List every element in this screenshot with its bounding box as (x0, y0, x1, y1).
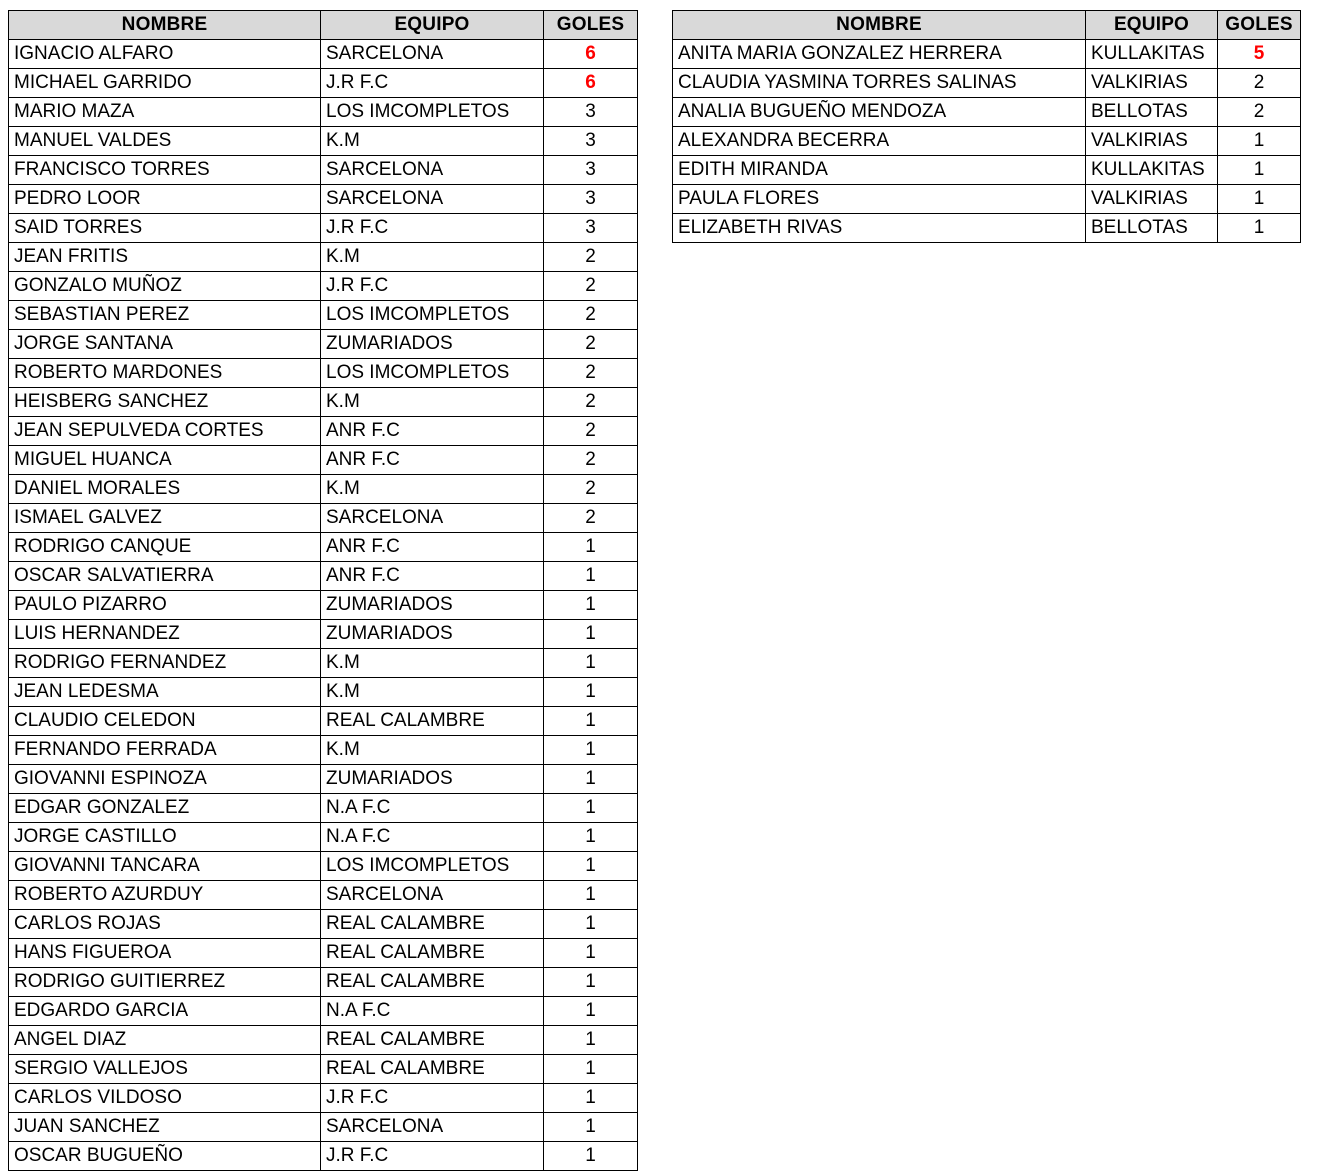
table-row (9, 533, 638, 562)
cell-goals: 2 (544, 475, 638, 504)
cell-player-name: EDGAR GONZALEZ (9, 794, 321, 823)
cell-team: REAL CALAMBRE (321, 1055, 544, 1084)
cell-goals: 1 (544, 649, 638, 678)
table-row (9, 765, 638, 794)
cell-goals: 1 (1218, 214, 1301, 243)
column-header-team: EQUIPO (1086, 11, 1218, 40)
cell-player-name: ROBERTO MARDONES (9, 359, 321, 388)
cell-team: LOS IMCOMPLETOS (321, 98, 544, 127)
cell-goals: 2 (544, 417, 638, 446)
cell-player-name: PAULA FLORES (673, 185, 1086, 214)
cell-goals: 6 (544, 40, 638, 69)
cell-player-name: MIGUEL HUANCA (9, 446, 321, 475)
table-row (673, 69, 1301, 98)
table-row (9, 852, 638, 881)
cell-player-name: CLAUDIA YASMINA TORRES SALINAS (673, 69, 1086, 98)
cell-team: ZUMARIADOS (321, 765, 544, 794)
table-row (9, 910, 638, 939)
table-row (9, 40, 638, 69)
cell-player-name: ANALIA BUGUEÑO MENDOZA (673, 98, 1086, 127)
table-row (9, 678, 638, 707)
cell-player-name: GONZALO MUÑOZ (9, 272, 321, 301)
cell-player-name: FRANCISCO TORRES (9, 156, 321, 185)
cell-team: KULLAKITAS (1086, 156, 1218, 185)
column-header-name: NOMBRE (9, 11, 321, 40)
cell-goals: 3 (544, 156, 638, 185)
cell-team: N.A F.C (321, 997, 544, 1026)
cell-goals: 2 (544, 301, 638, 330)
table-body (9, 40, 638, 1171)
table-row (9, 620, 638, 649)
cell-goals: 3 (544, 98, 638, 127)
cell-goals: 2 (544, 446, 638, 475)
cell-team: N.A F.C (321, 794, 544, 823)
cell-team: REAL CALAMBRE (321, 1026, 544, 1055)
cell-player-name: MANUEL VALDES (9, 127, 321, 156)
cell-player-name: ISMAEL GALVEZ (9, 504, 321, 533)
cell-player-name: PEDRO LOOR (9, 185, 321, 214)
cell-goals: 1 (544, 678, 638, 707)
cell-goals: 1 (544, 852, 638, 881)
column-header-team: EQUIPO (321, 11, 544, 40)
cell-player-name: PAULO PIZARRO (9, 591, 321, 620)
cell-goals: 1 (544, 1113, 638, 1142)
table-row (673, 127, 1301, 156)
cell-player-name: IGNACIO ALFARO (9, 40, 321, 69)
table-row (9, 127, 638, 156)
cell-player-name: ROBERTO AZURDUY (9, 881, 321, 910)
cell-team: SARCELONA (321, 1113, 544, 1142)
cell-team: ANR F.C (321, 533, 544, 562)
cell-player-name: MICHAEL GARRIDO (9, 69, 321, 98)
cell-goals: 1 (544, 562, 638, 591)
column-header-goals: GOLES (1218, 11, 1301, 40)
table-row (673, 98, 1301, 127)
table-row (673, 214, 1301, 243)
cell-team: J.R F.C (321, 214, 544, 243)
table-row (9, 359, 638, 388)
cell-goals: 1 (544, 794, 638, 823)
cell-team: K.M (321, 678, 544, 707)
cell-team: ZUMARIADOS (321, 330, 544, 359)
table-row (9, 69, 638, 98)
table-row (9, 301, 638, 330)
cell-player-name: HEISBERG SANCHEZ (9, 388, 321, 417)
cell-goals: 2 (544, 330, 638, 359)
cell-team: K.M (321, 475, 544, 504)
cell-goals: 2 (1218, 69, 1301, 98)
cell-team: SARCELONA (321, 185, 544, 214)
scorers-table-women (672, 10, 1301, 243)
table-row (9, 272, 638, 301)
table-row (9, 156, 638, 185)
cell-player-name: RODRIGO CANQUE (9, 533, 321, 562)
table-row (9, 649, 638, 678)
cell-goals: 1 (1218, 127, 1301, 156)
cell-team: J.R F.C (321, 1142, 544, 1171)
cell-player-name: ELIZABETH RIVAS (673, 214, 1086, 243)
cell-goals: 1 (544, 765, 638, 794)
cell-team: ANR F.C (321, 446, 544, 475)
cell-goals: 1 (544, 620, 638, 649)
scorers-table-men-wrapper (8, 10, 638, 1171)
cell-player-name: GIOVANNI ESPINOZA (9, 765, 321, 794)
table-header (673, 11, 1301, 40)
cell-goals: 2 (544, 243, 638, 272)
cell-goals: 2 (1218, 98, 1301, 127)
cell-player-name: SEBASTIAN PEREZ (9, 301, 321, 330)
table-row (9, 707, 638, 736)
cell-team: K.M (321, 388, 544, 417)
table-row (9, 591, 638, 620)
cell-team: VALKIRIAS (1086, 185, 1218, 214)
cell-goals: 1 (544, 707, 638, 736)
table-row (9, 939, 638, 968)
cell-team: REAL CALAMBRE (321, 707, 544, 736)
table-row (9, 562, 638, 591)
table-row (9, 185, 638, 214)
cell-team: ZUMARIADOS (321, 591, 544, 620)
scorers-table-men (8, 10, 638, 1171)
table-row (673, 185, 1301, 214)
table-row (9, 997, 638, 1026)
table-row (673, 40, 1301, 69)
cell-player-name: DANIEL MORALES (9, 475, 321, 504)
cell-team: SARCELONA (321, 40, 544, 69)
table-header (9, 11, 638, 40)
cell-goals: 1 (544, 823, 638, 852)
cell-goals: 5 (1218, 40, 1301, 69)
cell-goals: 1 (1218, 185, 1301, 214)
cell-team: REAL CALAMBRE (321, 910, 544, 939)
cell-team: J.R F.C (321, 1084, 544, 1113)
table-row (9, 1055, 638, 1084)
cell-player-name: GIOVANNI TANCARA (9, 852, 321, 881)
cell-player-name: ANITA MARIA GONZALEZ HERRERA (673, 40, 1086, 69)
cell-team: ANR F.C (321, 417, 544, 446)
cell-goals: 3 (544, 185, 638, 214)
cell-team: K.M (321, 243, 544, 272)
table-row (9, 388, 638, 417)
table-row (9, 446, 638, 475)
cell-team: J.R F.C (321, 69, 544, 98)
header-row (673, 11, 1301, 40)
cell-team: REAL CALAMBRE (321, 939, 544, 968)
cell-player-name: OSCAR SALVATIERRA (9, 562, 321, 591)
table-row (9, 1142, 638, 1171)
cell-goals: 1 (544, 591, 638, 620)
cell-goals: 2 (544, 359, 638, 388)
table-row (9, 1084, 638, 1113)
cell-goals: 1 (1218, 156, 1301, 185)
cell-goals: 1 (544, 910, 638, 939)
cell-goals: 1 (544, 533, 638, 562)
table-row (9, 1113, 638, 1142)
table-row (9, 475, 638, 504)
cell-player-name: JUAN SANCHEZ (9, 1113, 321, 1142)
cell-player-name: LUIS HERNANDEZ (9, 620, 321, 649)
cell-player-name: EDGARDO GARCIA (9, 997, 321, 1026)
column-header-goals: GOLES (544, 11, 638, 40)
table-row (9, 881, 638, 910)
cell-team: LOS IMCOMPLETOS (321, 852, 544, 881)
cell-player-name: JEAN LEDESMA (9, 678, 321, 707)
cell-team: K.M (321, 736, 544, 765)
cell-team: ZUMARIADOS (321, 620, 544, 649)
cell-team: LOS IMCOMPLETOS (321, 301, 544, 330)
cell-team: J.R F.C (321, 272, 544, 301)
cell-team: SARCELONA (321, 156, 544, 185)
cell-player-name: JORGE SANTANA (9, 330, 321, 359)
cell-player-name: JORGE CASTILLO (9, 823, 321, 852)
table-row (9, 504, 638, 533)
cell-player-name: FERNANDO FERRADA (9, 736, 321, 765)
cell-team: LOS IMCOMPLETOS (321, 359, 544, 388)
cell-player-name: RODRIGO GUITIERREZ (9, 968, 321, 997)
cell-goals: 1 (544, 968, 638, 997)
cell-player-name: CARLOS ROJAS (9, 910, 321, 939)
cell-player-name: HANS FIGUEROA (9, 939, 321, 968)
cell-team: K.M (321, 127, 544, 156)
cell-team: VALKIRIAS (1086, 69, 1218, 98)
cell-goals: 3 (544, 214, 638, 243)
cell-player-name: SERGIO VALLEJOS (9, 1055, 321, 1084)
scorers-table-women-wrapper (672, 10, 1301, 243)
cell-player-name: OSCAR BUGUEÑO (9, 1142, 321, 1171)
table-row (9, 330, 638, 359)
table-row (9, 417, 638, 446)
cell-team: REAL CALAMBRE (321, 968, 544, 997)
cell-team: N.A F.C (321, 823, 544, 852)
cell-player-name: ANGEL DIAZ (9, 1026, 321, 1055)
cell-team: VALKIRIAS (1086, 127, 1218, 156)
cell-player-name: MARIO MAZA (9, 98, 321, 127)
table-row (9, 243, 638, 272)
table-row (9, 736, 638, 765)
cell-team: K.M (321, 649, 544, 678)
table-row (9, 1026, 638, 1055)
cell-goals: 1 (544, 1142, 638, 1171)
cell-goals: 6 (544, 69, 638, 98)
cell-goals: 1 (544, 881, 638, 910)
cell-goals: 1 (544, 1055, 638, 1084)
cell-player-name: ALEXANDRA BECERRA (673, 127, 1086, 156)
cell-player-name: EDITH MIRANDA (673, 156, 1086, 185)
cell-player-name: JEAN SEPULVEDA CORTES (9, 417, 321, 446)
column-header-name: NOMBRE (673, 11, 1086, 40)
cell-goals: 2 (544, 388, 638, 417)
cell-team: BELLOTAS (1086, 214, 1218, 243)
cell-player-name: CARLOS VILDOSO (9, 1084, 321, 1113)
table-row (9, 968, 638, 997)
table-row (9, 823, 638, 852)
header-row (9, 11, 638, 40)
cell-player-name: CLAUDIO CELEDON (9, 707, 321, 736)
cell-player-name: JEAN FRITIS (9, 243, 321, 272)
cell-goals: 2 (544, 504, 638, 533)
table-row (673, 156, 1301, 185)
cell-team: BELLOTAS (1086, 98, 1218, 127)
table-body (673, 40, 1301, 243)
cell-team: KULLAKITAS (1086, 40, 1218, 69)
table-row (9, 214, 638, 243)
cell-team: ANR F.C (321, 562, 544, 591)
cell-goals: 1 (544, 939, 638, 968)
table-row (9, 794, 638, 823)
cell-goals: 1 (544, 736, 638, 765)
cell-player-name: SAID TORRES (9, 214, 321, 243)
table-row (9, 98, 638, 127)
cell-goals: 1 (544, 1084, 638, 1113)
cell-goals: 3 (544, 127, 638, 156)
cell-team: SARCELONA (321, 881, 544, 910)
cell-player-name: RODRIGO FERNANDEZ (9, 649, 321, 678)
cell-team: SARCELONA (321, 504, 544, 533)
cell-goals: 1 (544, 997, 638, 1026)
cell-goals: 2 (544, 272, 638, 301)
cell-goals: 1 (544, 1026, 638, 1055)
